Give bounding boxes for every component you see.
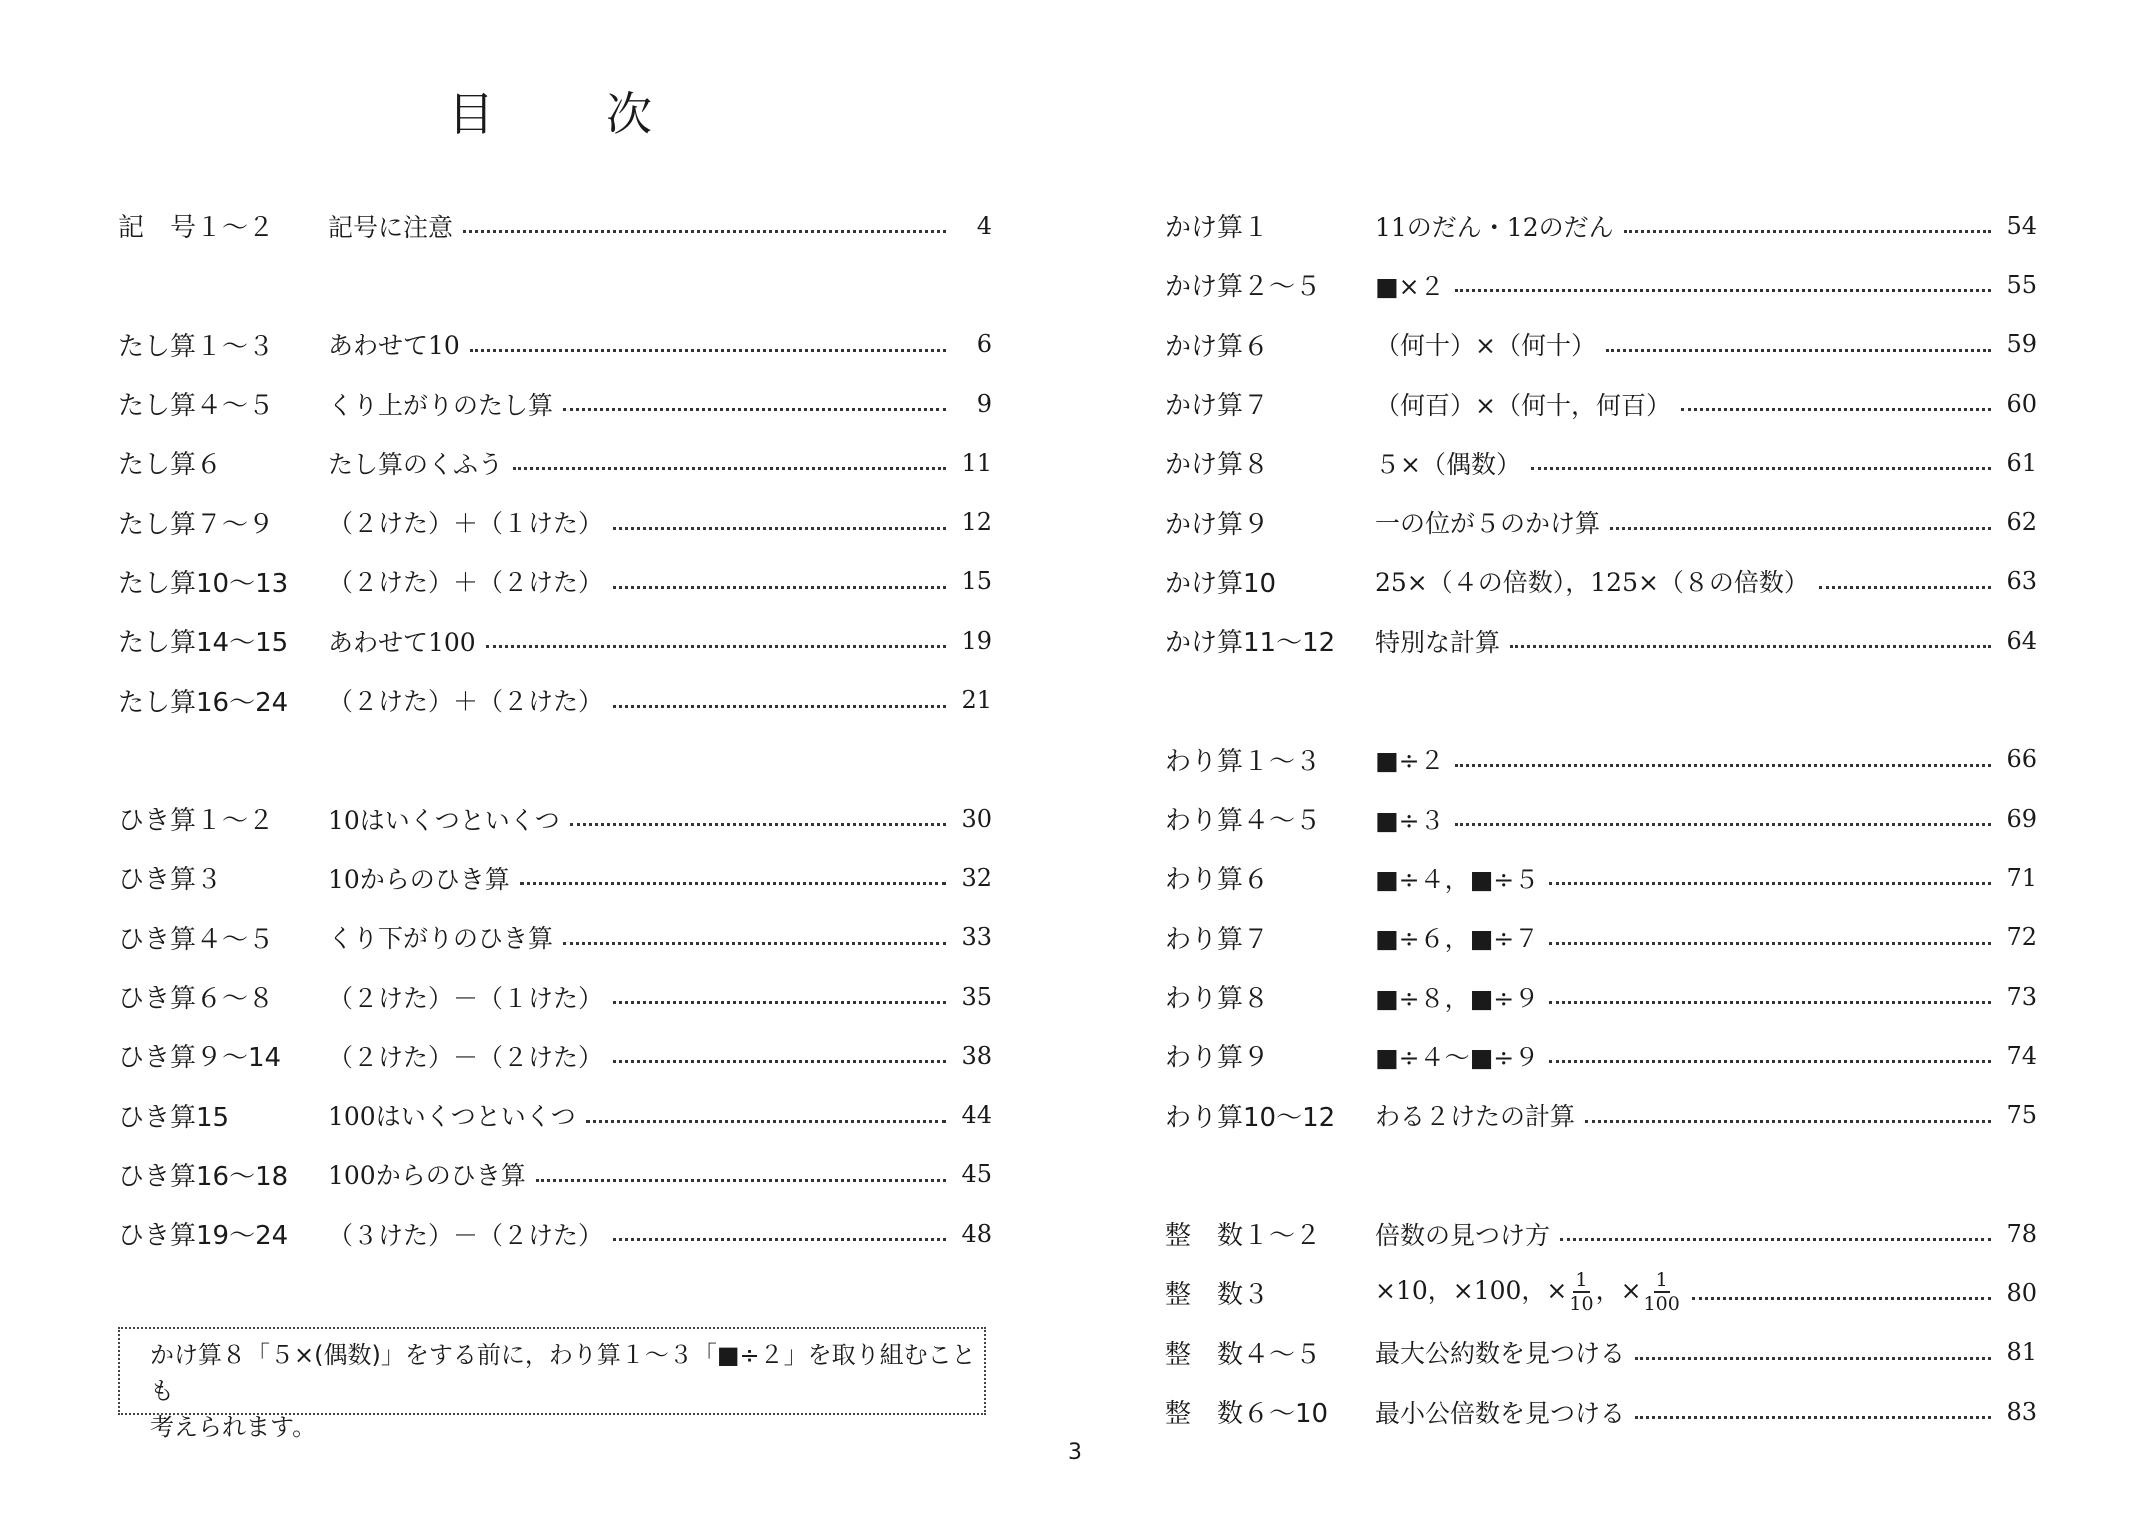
toc-topic	[328, 682, 603, 718]
toc-topic	[1375, 1097, 1575, 1133]
toc-row	[118, 611, 992, 670]
toc-topic	[1375, 1216, 1550, 1252]
toc-label: ひき算１～２	[118, 806, 275, 837]
toc-row	[1165, 196, 2037, 255]
dot-leader	[613, 1001, 946, 1004]
dot-leader	[563, 942, 946, 945]
toc-topic-text: ■÷８，■÷９	[1375, 983, 1540, 1013]
fraction-numerator: 1	[1575, 1269, 1588, 1292]
toc-topic-text: 11のだん・12のだん	[1375, 212, 1614, 242]
toc-entry	[328, 682, 992, 718]
dot-leader	[613, 586, 946, 589]
toc-row	[1165, 1263, 2037, 1322]
toc-label: たし算６	[118, 450, 223, 481]
toc-topic-text: 最大公約数を見つける	[1375, 1339, 1626, 1369]
toc-label: わり算７	[1165, 924, 1270, 955]
toc-page-number: 72	[2006, 923, 2037, 952]
toc-entry	[328, 979, 992, 1015]
dot-leader	[613, 1060, 946, 1063]
toc-label: わり算９	[1165, 1043, 1270, 1074]
page-title	[448, 78, 652, 144]
toc-page-number: 21	[961, 686, 992, 715]
section-gap	[1165, 1145, 2037, 1204]
toc-entry	[1375, 563, 2037, 599]
section-gap	[118, 730, 992, 789]
dot-leader	[1549, 942, 1991, 945]
dot-leader	[1510, 645, 1991, 648]
toc-row	[118, 848, 992, 907]
toc-row	[1165, 908, 2037, 967]
toc-label: ひき算16～18	[118, 1161, 289, 1192]
dot-leader	[1692, 1297, 1991, 1300]
toc-entry	[1375, 504, 2037, 540]
toc-page-number: 69	[2006, 804, 2037, 833]
note-box	[118, 1327, 986, 1441]
toc-row	[1165, 433, 2037, 492]
toc-page-number: 78	[2006, 1219, 2037, 1248]
toc-row	[118, 315, 992, 374]
dot-leader	[613, 1238, 946, 1241]
toc-topic	[1375, 1038, 1539, 1074]
toc-entry	[1375, 741, 2037, 777]
toc-page-number: 45	[961, 1160, 992, 1189]
toc-page-number: 81	[2006, 1338, 2037, 1367]
toc-topic	[328, 504, 603, 540]
toc-row	[1165, 374, 2037, 433]
toc-row	[1165, 492, 2037, 551]
toc-topic-text: くり下がりのひき算	[328, 924, 554, 954]
toc-label: かけ算１	[1165, 213, 1270, 244]
toc-topic-text: あわせて100	[328, 627, 476, 657]
toc-label: かけ算７	[1165, 391, 1270, 422]
toc-row	[118, 492, 992, 551]
dot-leader	[1455, 764, 1991, 767]
toc-topic	[1375, 860, 1539, 896]
toc-topic-text: 10はいくつといくつ	[328, 805, 560, 835]
toc-page-number: 64	[2006, 626, 2037, 655]
toc-topic-text: 一の位が５のかけ算	[1375, 509, 1601, 539]
toc-right-column	[1165, 196, 2037, 1441]
toc-entry	[328, 504, 992, 540]
toc-topic	[1375, 208, 1614, 244]
dot-leader	[1610, 527, 1991, 530]
dot-leader	[486, 645, 946, 648]
section-gap	[118, 255, 992, 314]
toc-page-number: 32	[961, 863, 992, 892]
dot-leader	[1681, 408, 1991, 411]
dot-leader	[1819, 586, 1991, 589]
toc-topic	[1375, 623, 1500, 659]
toc-page-number: 74	[2006, 1041, 2037, 1070]
toc-row	[118, 196, 992, 255]
toc-entry	[1375, 1394, 2037, 1430]
toc-entry	[328, 445, 992, 481]
toc-topic	[1375, 919, 1539, 955]
toc-page-number: 11	[961, 448, 992, 477]
toc-topic	[1375, 326, 1596, 362]
toc-topic	[328, 919, 553, 955]
toc-page-number: 48	[961, 1219, 992, 1248]
toc-entry	[328, 1156, 992, 1192]
toc-entry	[1375, 386, 2037, 422]
toc-page-number: 35	[961, 982, 992, 1011]
toc-topic-text: 100はいくつといくつ	[328, 1102, 576, 1132]
toc-row	[1165, 848, 2037, 907]
toc-row	[1165, 552, 2037, 611]
fraction-numerator: 1	[1655, 1269, 1668, 1292]
dot-leader	[613, 705, 946, 708]
title-char-1: 目	[448, 87, 494, 141]
dot-leader	[513, 467, 946, 470]
toc-topic-text: 最小公倍数を見つける	[1375, 1398, 1626, 1428]
dot-leader	[1560, 1238, 1991, 1241]
toc-row	[1165, 730, 2037, 789]
toc-page-number: 44	[961, 1101, 992, 1130]
toc-row	[1165, 255, 2037, 314]
dot-leader	[463, 230, 946, 233]
toc-row	[1165, 315, 2037, 374]
toc-page-number: 73	[2006, 982, 2037, 1011]
toc-topic-text: ■÷３	[1375, 805, 1445, 835]
note-line-1: かけ算８「５×(偶数)」をする前に，わり算１～３「■÷２」を取り組むことも	[150, 1341, 976, 1405]
toc-page-number: 63	[2006, 567, 2037, 596]
toc-left-column	[118, 196, 992, 1263]
toc-row	[118, 670, 992, 729]
toc-topic	[328, 386, 553, 422]
toc-topic	[328, 563, 603, 599]
toc-topic-text: たし算のくふう	[328, 449, 504, 479]
toc-row	[118, 789, 992, 848]
toc-entry	[1375, 267, 2037, 303]
dot-leader	[1606, 349, 1991, 352]
toc-topic-text: ■÷６，■÷７	[1375, 924, 1540, 954]
fraction	[1644, 1271, 1680, 1314]
toc-topic	[328, 326, 460, 362]
toc-entry	[1375, 623, 2037, 659]
toc-label: ひき算６～８	[118, 984, 275, 1014]
toc-label: ひき算３	[118, 865, 223, 896]
toc-topic-text: ５×（偶数）	[1375, 449, 1521, 479]
toc-topic-text: ■÷２	[1375, 746, 1445, 776]
dot-leader	[1531, 467, 1991, 470]
dot-leader	[1585, 1120, 1991, 1123]
toc-row	[118, 1026, 992, 1085]
toc-page-number: 33	[961, 923, 992, 952]
toc-topic	[1375, 445, 1521, 481]
fraction-denominator: 10	[1569, 1293, 1594, 1316]
toc-label: かけ算９	[1165, 509, 1270, 540]
toc-entry	[328, 563, 992, 599]
toc-topic	[328, 445, 503, 481]
toc-topic-text: ×10，×100，×	[1375, 1276, 1568, 1306]
toc-topic	[328, 1038, 603, 1074]
toc-entry	[1375, 1216, 2037, 1252]
toc-page-number: 38	[961, 1041, 992, 1070]
toc-topic	[1375, 1271, 1682, 1314]
toc-row	[1165, 789, 2037, 848]
dot-leader	[1635, 1416, 1991, 1419]
toc-topic-text: 25×（４の倍数），125×（８の倍数）	[1375, 568, 1809, 598]
dot-leader	[520, 882, 946, 885]
toc-row	[118, 967, 992, 1026]
toc-entry	[328, 1038, 992, 1074]
toc-topic	[1375, 563, 1809, 599]
toc-row	[118, 1145, 992, 1204]
toc-page-number: 9	[976, 389, 992, 418]
page-number: 3	[1068, 1440, 1082, 1465]
toc-label: 整 数３	[1165, 1280, 1270, 1311]
toc-label: ひき算９～14	[118, 1043, 282, 1074]
dot-leader	[563, 408, 946, 411]
toc-topic	[1375, 1394, 1625, 1430]
dot-leader	[1549, 1060, 1991, 1063]
section-gap	[1165, 670, 2037, 729]
dot-leader	[1455, 289, 1991, 292]
dot-leader	[1624, 230, 1991, 233]
toc-entry	[1375, 208, 2037, 244]
toc-row	[118, 1204, 992, 1263]
toc-topic	[328, 1216, 603, 1252]
toc-label: 整 数６～10	[1165, 1399, 1329, 1430]
toc-topic-text: くり上がりのたし算	[328, 390, 554, 420]
toc-topic-text: 記号に注意	[328, 212, 454, 242]
toc-topic	[1375, 504, 1600, 540]
toc-label: たし算14～15	[118, 628, 289, 659]
toc-topic-text: （２けた）－（１けた）	[328, 983, 604, 1013]
toc-topic	[328, 1156, 526, 1192]
toc-topic	[1375, 386, 1671, 422]
toc-topic	[1375, 267, 1445, 303]
toc-row	[1165, 1085, 2037, 1144]
toc-topic-text: （何百）×（何十，何百）	[1375, 390, 1671, 420]
toc-label: かけ算６	[1165, 331, 1270, 362]
toc-topic-text: （２けた）＋（２けた）	[328, 687, 604, 717]
toc-topic	[328, 979, 603, 1015]
toc-topic	[328, 1097, 576, 1133]
toc-page-number: 15	[961, 567, 992, 596]
toc-row	[1165, 967, 2037, 1026]
toc-topic-text: 10からのひき算	[328, 864, 510, 894]
toc-label: わり算１～３	[1165, 746, 1322, 777]
toc-label: かけ算11～12	[1165, 628, 1336, 659]
toc-entry	[1375, 860, 2037, 896]
toc-topic-text: わる２けたの計算	[1375, 1102, 1576, 1132]
toc-entry	[1375, 1038, 2037, 1074]
toc-label: わり算10～12	[1165, 1102, 1336, 1133]
toc-page-number: 61	[2006, 448, 2037, 477]
toc-entry	[1375, 326, 2037, 362]
toc-page-number: 54	[2006, 211, 2037, 240]
note-line-2: 考えられます。	[150, 1413, 317, 1441]
toc-page-number: 75	[2006, 1101, 2037, 1130]
toc-row	[118, 374, 992, 433]
toc-label: たし算７～９	[118, 509, 275, 540]
toc-entry	[328, 801, 992, 837]
toc-label: わり算８	[1165, 984, 1270, 1014]
toc-page-number: 6	[976, 330, 992, 359]
toc-row	[1165, 1026, 2037, 1085]
toc-entry	[1375, 1097, 2037, 1133]
fraction	[1569, 1271, 1593, 1314]
toc-label: 整 数１～２	[1165, 1221, 1322, 1252]
toc-topic-sep: ，×	[1595, 1276, 1642, 1306]
toc-page-number: 30	[961, 804, 992, 833]
toc-entry	[328, 623, 992, 659]
toc-label: わり算４～５	[1165, 806, 1322, 837]
toc-row	[118, 1085, 992, 1144]
toc-page-number: 19	[961, 626, 992, 655]
toc-topic	[1375, 741, 1445, 777]
dot-leader	[470, 349, 946, 352]
toc-topic	[1375, 1334, 1625, 1370]
toc-row	[1165, 611, 2037, 670]
dot-leader	[1635, 1357, 1991, 1360]
toc-topic	[328, 208, 453, 244]
toc-topic-text: （２けた）＋（２けた）	[328, 568, 604, 598]
dot-leader	[536, 1179, 946, 1182]
toc-page-number: 71	[2006, 863, 2037, 892]
toc-row	[1165, 1382, 2037, 1441]
toc-page-number: 80	[2006, 1278, 2037, 1307]
toc-topic-text: ■÷４，■÷５	[1375, 864, 1540, 894]
toc-topic-text: ■÷４～■÷９	[1375, 1042, 1540, 1072]
toc-row	[118, 552, 992, 611]
toc-row	[1165, 1323, 2037, 1382]
toc-label: 記 号１～２	[118, 213, 275, 244]
toc-topic-text: （２けた）＋（１けた）	[328, 509, 604, 539]
toc-entry	[1375, 979, 2037, 1015]
toc-page-number: 62	[2006, 508, 2037, 537]
toc-label: かけ算８	[1165, 450, 1270, 481]
toc-topic-text: ■×２	[1375, 271, 1445, 301]
toc-entry	[1375, 445, 2037, 481]
toc-label: たし算16～24	[118, 687, 289, 718]
toc-topic-text: 特別な計算	[1375, 627, 1501, 657]
toc-topic	[328, 801, 560, 837]
toc-label: たし算４～５	[118, 391, 275, 422]
toc-entry	[328, 1097, 992, 1133]
toc-entry	[1375, 1271, 2037, 1314]
toc-row	[118, 433, 992, 492]
dot-leader	[586, 1120, 946, 1123]
toc-topic	[328, 860, 510, 896]
toc-page-number: 60	[2006, 389, 2037, 418]
toc-entry	[328, 1216, 992, 1252]
toc-entry	[1375, 919, 2037, 955]
toc-label: ひき算４～５	[118, 924, 275, 955]
toc-page-number: 83	[2006, 1397, 2037, 1426]
dot-leader	[1455, 823, 1991, 826]
toc-page-number: 55	[2006, 270, 2037, 299]
dot-leader	[1549, 882, 1991, 885]
toc-entry	[328, 326, 992, 362]
toc-topic-text: （２けた）－（２けた）	[328, 1042, 604, 1072]
toc-label: たし算10～13	[118, 568, 289, 599]
toc-entry	[328, 919, 992, 955]
toc-label: ひき算19～24	[118, 1221, 289, 1252]
fraction-denominator: 100	[1643, 1293, 1680, 1316]
toc-topic-text: 倍数の見つけ方	[1375, 1220, 1551, 1250]
title-char-2: 次	[606, 87, 652, 141]
toc-entry	[328, 386, 992, 422]
toc-topic-text: （何十）×（何十）	[1375, 331, 1596, 361]
dot-leader	[1549, 1001, 1991, 1004]
toc-row	[118, 908, 992, 967]
dot-leader	[570, 823, 946, 826]
toc-topic	[1375, 979, 1539, 1015]
toc-label: かけ算２～５	[1165, 272, 1322, 303]
toc-page-number: 66	[2006, 745, 2037, 774]
toc-entry	[328, 208, 992, 244]
toc-topic	[328, 623, 476, 659]
toc-topic-text: あわせて10	[328, 331, 460, 361]
toc-entry	[1375, 1334, 2037, 1370]
toc-label: ひき算15	[118, 1102, 230, 1133]
toc-page-number: 59	[2006, 330, 2037, 359]
toc-page-number: 4	[976, 211, 992, 240]
toc-topic-text: （３けた）－（２けた）	[328, 1220, 604, 1250]
toc-row	[1165, 1204, 2037, 1263]
toc-label: たし算１～３	[118, 331, 275, 362]
toc-label: わり算６	[1165, 865, 1270, 896]
toc-entry	[328, 860, 992, 896]
dot-leader	[613, 527, 946, 530]
toc-topic	[1375, 801, 1445, 837]
toc-page-number: 12	[961, 508, 992, 537]
toc-label: 整 数４～５	[1165, 1339, 1322, 1370]
toc-topic-text: 100からのひき算	[328, 1161, 526, 1191]
toc-label: かけ算10	[1165, 568, 1277, 599]
toc-entry	[1375, 801, 2037, 837]
